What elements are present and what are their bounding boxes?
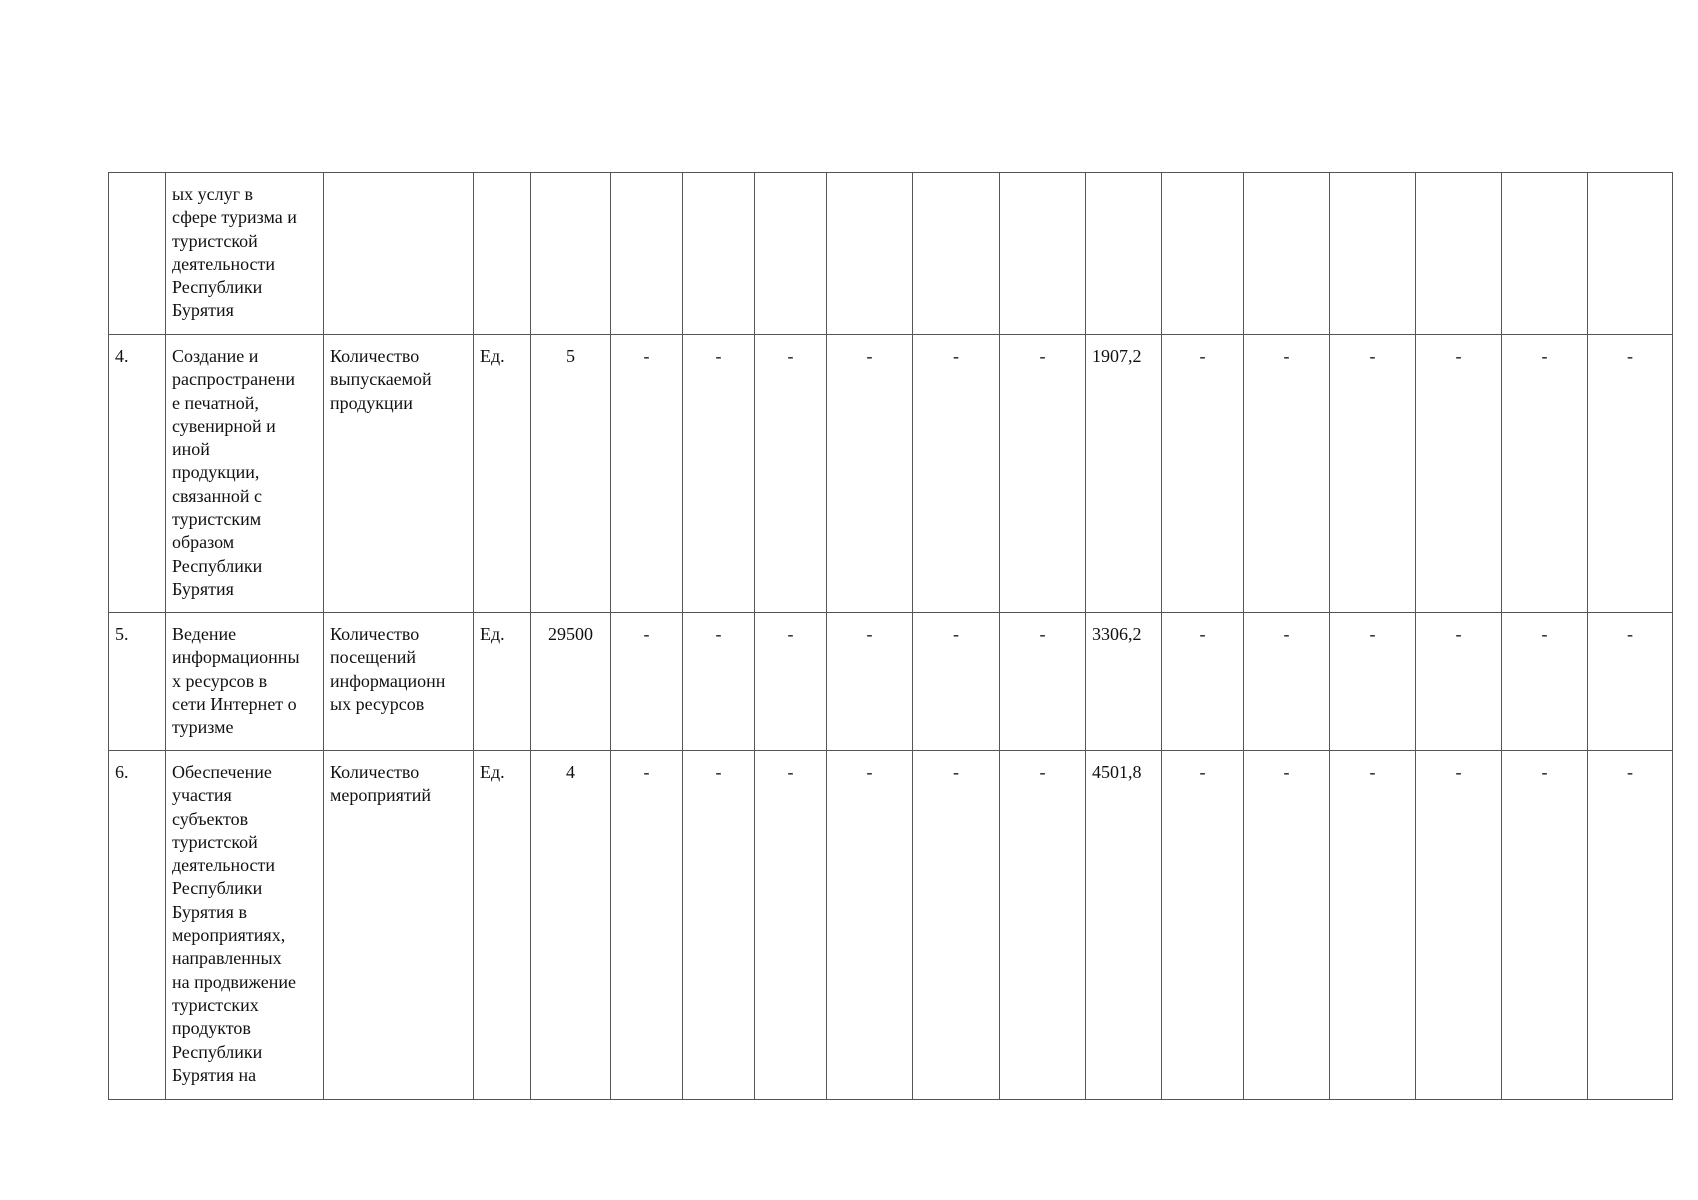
data-cell-cell: [1588, 335, 1673, 613]
data-cell-text: -: [787, 624, 794, 644]
data-cell-cell: [1330, 613, 1416, 751]
data-cell-cell: [827, 173, 913, 335]
program-indicators-table: [108, 172, 1673, 1100]
data-cell-text: -: [1627, 346, 1633, 366]
data-cell-text: -: [715, 762, 722, 782]
indicator-name-text: Количество выпускаемой продукции: [330, 346, 432, 413]
data-cell-cell: [913, 335, 1000, 613]
data-cell-cell: [1000, 173, 1086, 335]
data-cell-cell: [827, 613, 913, 751]
data-cell-text: -: [1541, 762, 1548, 782]
data-cell-text: -: [1199, 762, 1206, 782]
row-number-text: 6.: [115, 762, 129, 782]
data-cell-text: -: [787, 346, 794, 366]
data-cell-text: -: [1541, 346, 1548, 366]
data-cell-text: -: [1199, 346, 1206, 366]
data-cell-text: -: [1039, 762, 1046, 782]
row-number-text: 4.: [115, 346, 129, 366]
data-cell-text: -: [1627, 762, 1633, 782]
unit-cell: [474, 173, 531, 335]
data-cell-cell: [1502, 335, 1588, 613]
row-number-cell: [109, 751, 166, 1100]
data-cell-cell: [1000, 751, 1086, 1100]
data-cell-text: -: [1199, 624, 1206, 644]
unit-text: Ед.: [480, 624, 505, 644]
data-cell-text: -: [1455, 624, 1462, 644]
data-cell-cell: [1416, 751, 1502, 1100]
data-cell-cell: [1330, 335, 1416, 613]
data-cell-cell: [1416, 173, 1502, 335]
event-name-text: Создание и распространени е печатной, сувенирной и иной продукции, связанной с туристским образом Республики Бурятия: [172, 346, 296, 599]
data-cell-cell: [683, 613, 755, 751]
data-cell-cell: [1244, 335, 1330, 613]
row-number-cell: [109, 173, 166, 335]
indicator-value-text: 29500: [548, 624, 593, 644]
indicator-name-text: Количество посещений информационн ых ресурсов: [330, 624, 446, 714]
data-cell-cell: [755, 173, 827, 335]
data-cell-text: -: [1369, 624, 1376, 644]
data-cell-cell: [1416, 335, 1502, 613]
data-cell-text: -: [866, 762, 873, 782]
data-cell-cell: [1162, 613, 1244, 751]
data-cell-cell: [611, 173, 683, 335]
data-cell-cell: [913, 613, 1000, 751]
data-cell-text: -: [953, 346, 959, 366]
data-cell-text: -: [1283, 346, 1290, 366]
data-cell-text: -: [715, 346, 722, 366]
data-cell-cell: [683, 335, 755, 613]
data-cell-cell: [1086, 173, 1162, 335]
data-cell-text: 4501,8: [1092, 762, 1142, 782]
data-cell-text: -: [787, 762, 794, 782]
data-cell-text: -: [1283, 762, 1290, 782]
data-cell-cell: [1588, 751, 1673, 1100]
event-name-cell: [166, 751, 324, 1100]
data-cell-text: -: [643, 346, 650, 366]
data-cell-cell: [1330, 173, 1416, 335]
unit-text: Ед.: [480, 346, 505, 366]
data-cell-text: -: [866, 624, 873, 644]
data-cell-cell: [683, 751, 755, 1100]
unit-cell: [474, 335, 531, 613]
indicator-value-text: 4: [566, 762, 575, 782]
row-number-cell: [109, 335, 166, 613]
table-row: [109, 751, 1673, 1100]
indicator-value-cell: [531, 751, 611, 1100]
data-cell-cell: [1000, 335, 1086, 613]
data-cell-text: -: [953, 762, 959, 782]
data-cell-cell: [1502, 751, 1588, 1100]
data-cell-cell: [1244, 751, 1330, 1100]
indicator-name-cell: [324, 613, 474, 751]
data-cell-cell: [1000, 613, 1086, 751]
data-cell-cell: [827, 751, 913, 1100]
unit-text: Ед.: [480, 762, 505, 782]
data-cell-text: -: [1283, 624, 1290, 644]
data-cell-cell: [1416, 613, 1502, 751]
data-cell-text: -: [1541, 624, 1548, 644]
data-cell-cell: [1086, 335, 1162, 613]
data-cell-cell: [827, 335, 913, 613]
data-cell-cell: [1502, 613, 1588, 751]
data-cell-text: -: [1369, 346, 1376, 366]
event-name-cell: [166, 173, 324, 335]
data-cell-cell: [611, 613, 683, 751]
unit-cell: [474, 613, 531, 751]
row-number-text: 5.: [115, 624, 129, 644]
event-name-text: ых услуг в сфере туризма и туристской деятельности Республики Бурятия: [172, 184, 297, 321]
data-cell-cell: [1162, 173, 1244, 335]
data-cell-text: -: [953, 624, 959, 644]
event-name-text: Ведение информационны х ресурсов в сети Интернет о туризме: [172, 624, 300, 738]
indicator-value-cell: [531, 173, 611, 335]
data-cell-text: -: [715, 624, 722, 644]
indicator-name-text: Количество мероприятий: [330, 762, 432, 806]
indicator-value-cell: [531, 335, 611, 613]
data-cell-text: -: [1039, 346, 1046, 366]
event-name-cell: [166, 613, 324, 751]
data-cell-text: -: [866, 346, 873, 366]
data-cell-cell: [1330, 751, 1416, 1100]
data-cell-text: -: [1627, 624, 1633, 644]
table-row: [109, 613, 1673, 751]
data-cell-cell: [755, 751, 827, 1100]
data-cell-text: -: [643, 624, 650, 644]
event-name-text: Обеспечение участия субъектов туристской деятельности Республики Бурятия в мероприятиях, направленных на продвижение туристских продуктов Республики Бурятия на: [172, 762, 296, 1085]
data-cell-cell: [913, 173, 1000, 335]
data-cell-cell: [1588, 173, 1673, 335]
data-cell-cell: [1588, 613, 1673, 751]
table-body: [109, 173, 1673, 1100]
data-cell-text: -: [1039, 624, 1046, 644]
data-cell-cell: [755, 613, 827, 751]
event-name-cell: [166, 335, 324, 613]
data-cell-text: 1907,2: [1092, 346, 1142, 366]
data-cell-cell: [611, 335, 683, 613]
data-cell-cell: [683, 173, 755, 335]
table-row: [109, 335, 1673, 613]
indicator-name-cell: [324, 751, 474, 1100]
data-cell-cell: [1244, 613, 1330, 751]
indicator-name-cell: [324, 335, 474, 613]
data-cell-cell: [1244, 173, 1330, 335]
unit-cell: [474, 751, 531, 1100]
data-cell-text: -: [643, 762, 650, 782]
data-cell-cell: [1162, 335, 1244, 613]
data-cell-cell: [913, 751, 1000, 1100]
row-number-cell: [109, 613, 166, 751]
data-cell-text: 3306,2: [1092, 624, 1142, 644]
data-cell-cell: [611, 751, 683, 1100]
data-cell-cell: [1086, 613, 1162, 751]
indicator-value-cell: [531, 613, 611, 751]
data-cell-cell: [755, 335, 827, 613]
data-cell-text: -: [1369, 762, 1376, 782]
data-cell-text: -: [1455, 762, 1462, 782]
data-cell-cell: [1086, 751, 1162, 1100]
table-row: [109, 173, 1673, 335]
indicator-value-text: 5: [566, 346, 575, 366]
indicator-name-cell: [324, 173, 474, 335]
data-cell-cell: [1162, 751, 1244, 1100]
data-cell-cell: [1502, 173, 1588, 335]
data-cell-text: -: [1455, 346, 1462, 366]
